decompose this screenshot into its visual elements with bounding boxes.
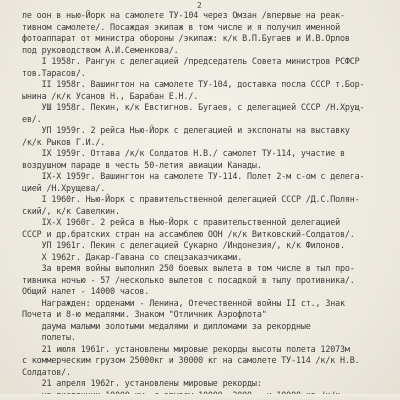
text-line: ле оон в нью-Йорк на самолете ТУ-104 через Омзан /впервые на реак- — [22, 10, 345, 20]
text-line: IX-X 1960г. 2 рейса в Нью-Йорк с правительственной делегацией — [22, 217, 340, 227]
text-line: тивника ночью - 57 /несколько вылетов с посадкой в тылу противника/. — [22, 274, 355, 285]
text-line: I 1960г. Нью-Йорк с правительственной делегацией СССР /Д.С.Полян- — [22, 194, 360, 204]
text-line: фотоаппарат от министра обороны /экипаж: к/к В.П.Бугаев и И.В.Орлов — [22, 33, 350, 43]
text-line: СССР и др.братских стран на ассамблею ООН /к/к Витковский-Солдатов/. — [22, 228, 355, 239]
text-line: IX 1959г. Оттава /к/к Солдатов Н.В./ самолет ТУ-114, участие в — [22, 148, 345, 158]
text-line: ынина /к/к Усанов Н., Барабан Е.Н./. — [22, 90, 199, 101]
text-line: УП 1959г. 2 рейса Нью-Йорк с делегацией и экспонаты на выставку — [22, 125, 350, 135]
text-line: под руководством А.И.Семенкова/. — [22, 44, 179, 55]
page-number: 2 — [197, 1, 202, 10]
text-line: За время войны выполнил 250 боевых вылета в том числе в тыл про- — [22, 263, 355, 273]
text-line: II 1958г. Вашингтон на самолете ТУ-104, доставка посла СССР т.Бор- — [22, 79, 365, 89]
text-line: ев/. — [22, 113, 42, 124]
text-line: /к/к Рыков Г.И./. — [22, 136, 106, 147]
text-line: тивном самолете/. Посаждая экипаж в том числе и я получил именной — [22, 21, 340, 32]
text-line: УП 1961г. Пекин с делегацией Сукарно /Индонезия/, к/к Филонов. — [22, 240, 345, 250]
text-line: Награжден: орденами - Ленина, Отечественной войны II ст., Знак — [22, 297, 345, 308]
text-line: 21 июля 1961г. установлены мировые рекорды высоты полета 12073м — [22, 343, 350, 354]
text-line: цией /Н.Хрущева/. — [22, 182, 106, 193]
text-line: воздушном параде в честь 50-летия авиации Канады. — [22, 159, 262, 170]
text-line: с коммерческим грузом 25000кг и 30000 кг на самолете ТУ-114 /к/к Н.В. — [22, 355, 360, 365]
page-edge — [0, 394, 400, 400]
text-line: Почета и 8-ю медалями. Знаком "Отличник Аэрофлота" — [22, 309, 267, 319]
text-line: полеты. — [22, 332, 76, 342]
text-line: 21 апреля 1962г. установлены мировые рекорды: — [22, 378, 262, 388]
text-line: I 1958г. Рангун с делегацией /председатель Совета министров РСФСР — [22, 56, 360, 66]
text-line: Солдатов/. — [22, 366, 71, 377]
text-line: тов.Тарасов/. — [22, 67, 86, 78]
text-line: X 1962г. Дакар-Гавана со спецзаказчиками. — [22, 251, 243, 262]
text-line: ский/, к/к Савелкин. — [22, 205, 120, 216]
text-line: даума малыми золотыми медалями и дипломами за рекордные — [22, 320, 311, 331]
text-line: УШ 1958г. Пекин, к/к Евстигнов. Бугаев, с делегацией СССР /Н.Хрущ- — [22, 102, 365, 112]
text-line: IX-X 1959г. Вашингтон на самолете ТУ-114. Полет 2-м с-ом с делега- — [22, 171, 365, 181]
text-line: Общий налет - 14000 часов. — [22, 286, 150, 296]
